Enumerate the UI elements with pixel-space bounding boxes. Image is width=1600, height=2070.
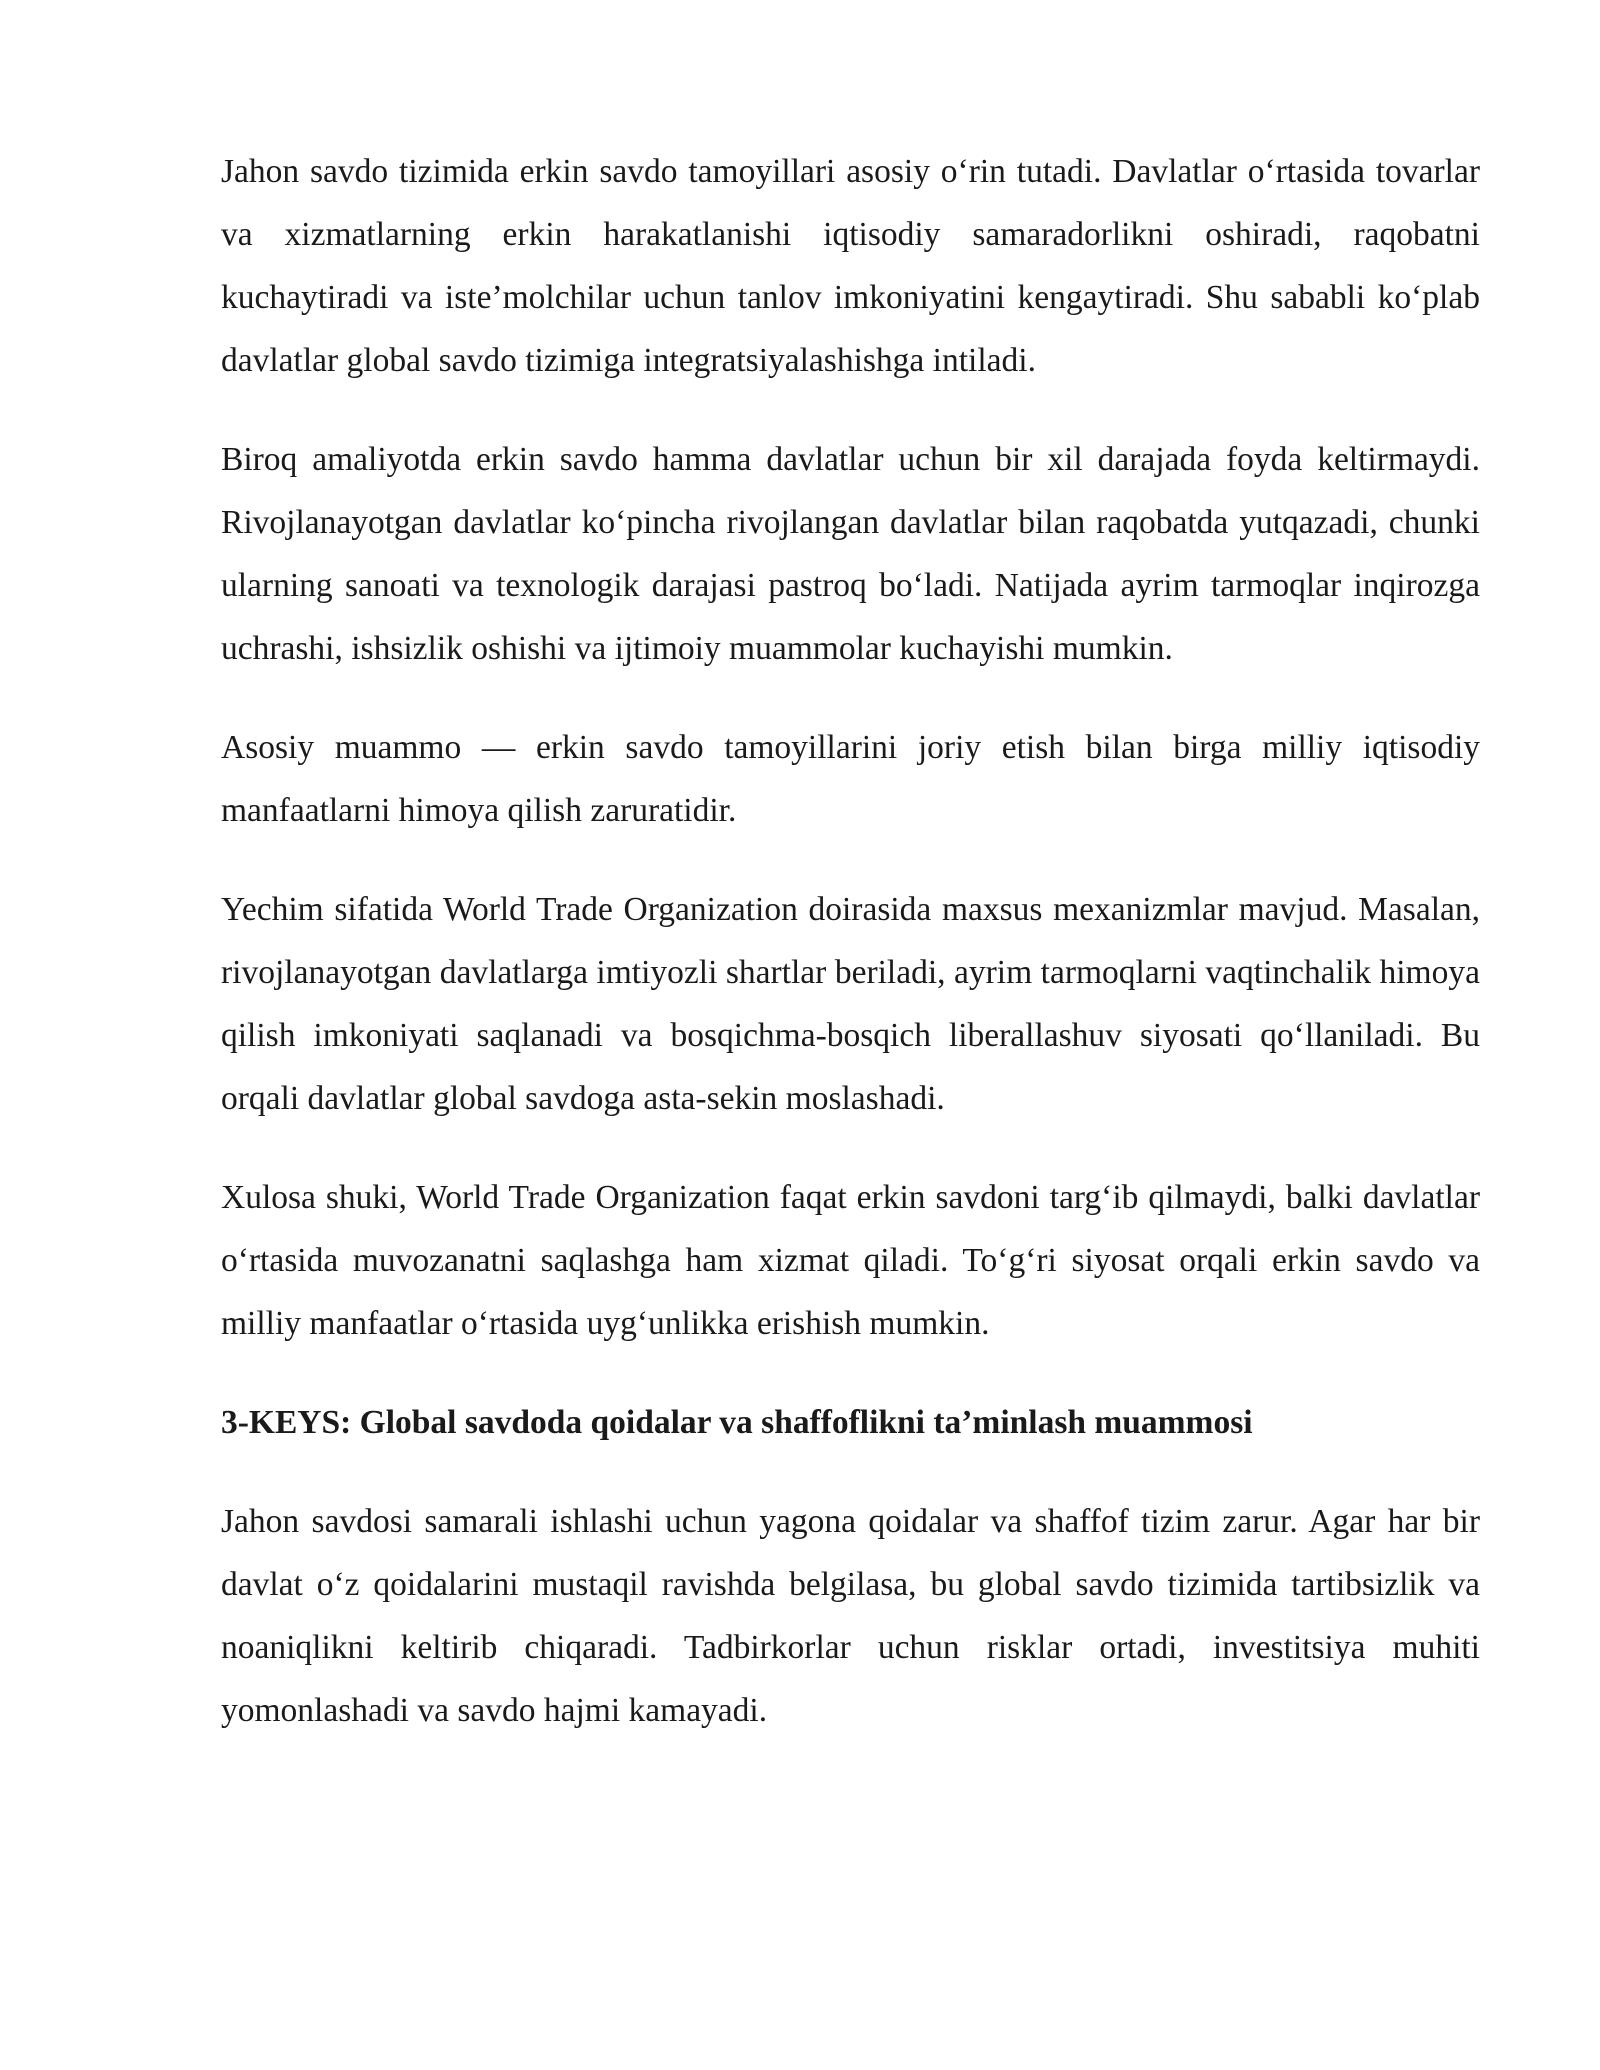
paragraph-free-trade-principles: Jahon savdo tizimida erkin savdo tamoyillari asosiy o‘rin tutadi. Davlatlar o‘rtasida tovarlar va xizmatlarning erkin harakatlanishi iqtisodiy samaradorlikni oshiradi, raqobatni kuchaytiradi va iste’molchilar uchun tanlov imkoniyatini kengaytiradi. Shu sababli ko‘plab davlatlar global savdo tizimiga integratsiyalashishga intiladi.	[221, 153, 1480, 379]
section-heading-case-3: 3-KEYS: Global savdoda qoidalar va shaffoflikni ta’minlash muammosi	[221, 1404, 1253, 1441]
paragraph-solution: Yechim sifatida World Trade Organization doirasida maxsus mexanizmlar mavjud. Masalan, rivojlanayotgan davlatlarga imtiyozli shartlar beriladi, ayrim tarmoqlarni vaqtinchalik himoya qilish imkoniyati saqlanadi va bosqichma-bosqich liberallashuv siyosati qo‘llaniladi. Bu orqali davlatlar global savdoga asta-sekin moslashadi.	[221, 891, 1480, 1117]
paragraph-unequal-benefits: Biroq amaliyotda erkin savdo hamma davlatlar uchun bir xil darajada foyda keltirmaydi. Rivojlanayotgan davlatlar ko‘pincha rivojlangan davlatlar bilan raqobatda yutqazadi, chunki ularning sanoati va texnologik darajasi pastroq bo‘ladi. Natijada ayrim tarmoqlar inqirozga uchrashi, ishsizlik oshishi va ijtimoiy muammolar kuchayishi mumkin.	[221, 441, 1480, 667]
paragraph-main-problem: Asosiy muammo — erkin savdo tamoyillarini joriy etish bilan birga milliy iqtisodiy manfaatlarni himoya qilish zaruratidir.	[221, 729, 1480, 829]
document-page	[221, 140, 1480, 1778]
paragraph-conclusion: Xulosa shuki, World Trade Organization faqat erkin savdoni targ‘ib qilmaydi, balki davlatlar o‘rtasida muvozanatni saqlashga ham xizmat qiladi. To‘g‘ri siyosat orqali erkin savdo va milliy manfaatlar o‘rtasida uyg‘unlikka erishish mumkin.	[221, 1179, 1480, 1342]
paragraph-rules-transparency: Jahon savdosi samarali ishlashi uchun yagona qoidalar va shaffof tizim zarur. Agar har bir davlat o‘z qoidalarini mustaqil ravishda belgilasa, bu global savdo tizimida tartibsizlik va noaniqlikni keltirib chiqaradi. Tadbirkorlar uchun risklar ortadi, investitsiya muhiti yomonlashadi va savdo hajmi kamayadi.	[221, 1503, 1480, 1729]
